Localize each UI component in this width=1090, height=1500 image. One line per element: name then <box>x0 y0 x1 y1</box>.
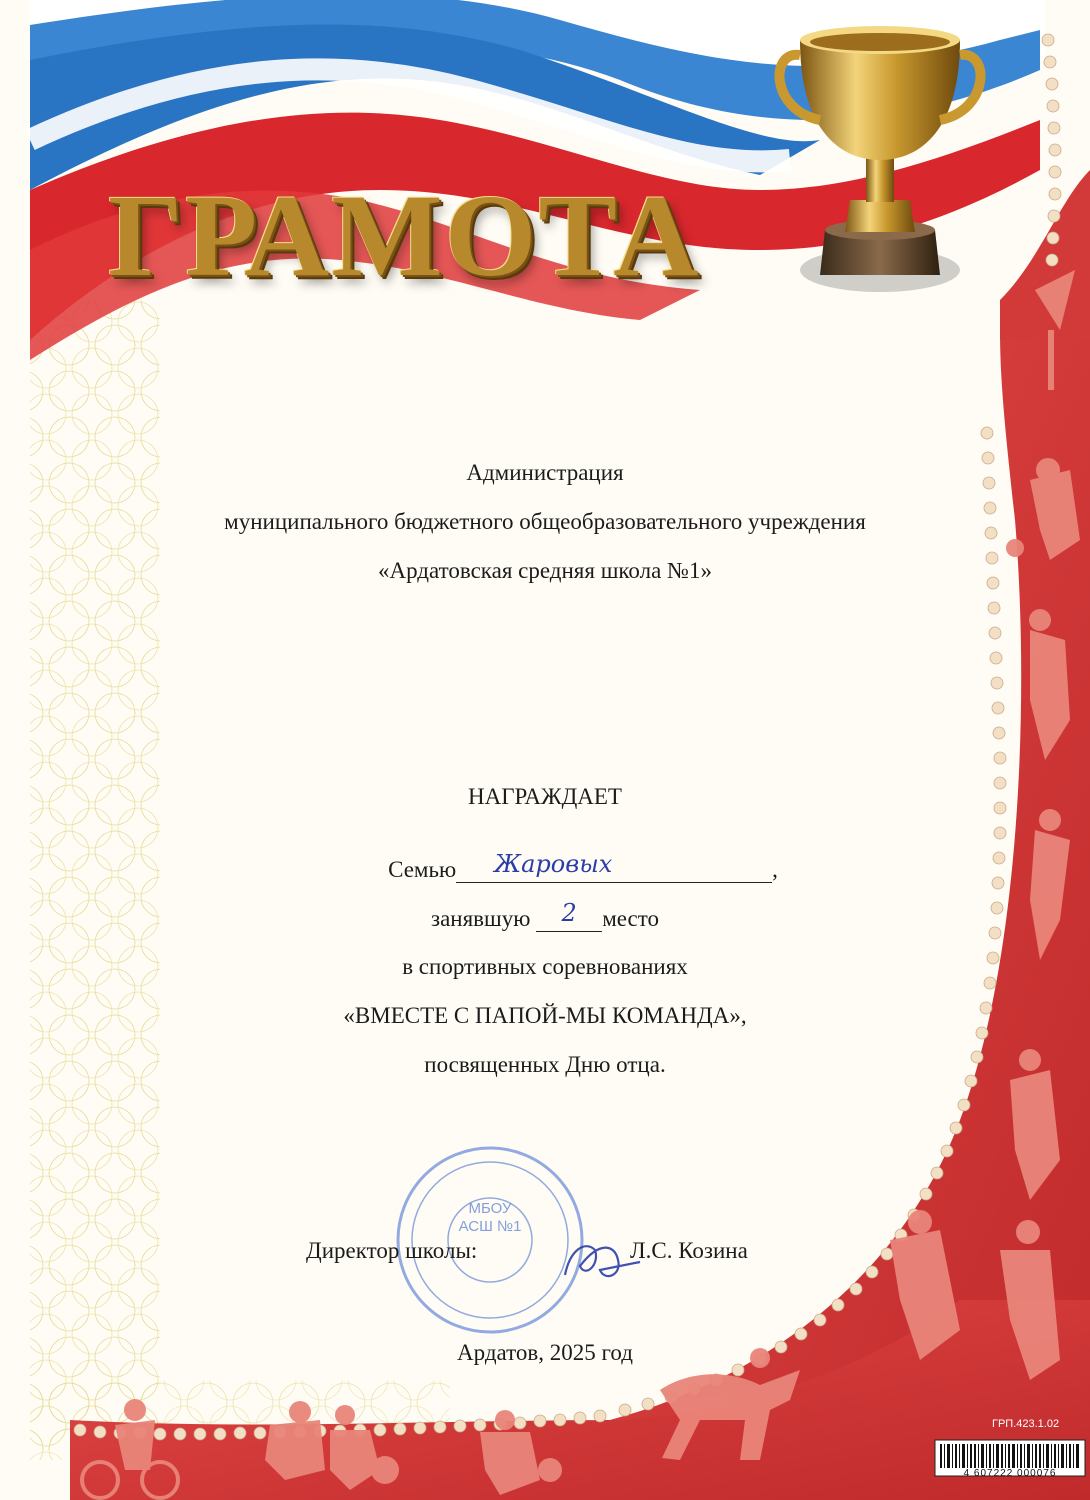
place-suffix: место <box>602 906 659 931</box>
barcode-number: 4 607222 000076 <box>963 1468 1057 1479</box>
competitions-line: в спортивных соревнованиях <box>402 954 688 979</box>
product-code: ГРП.423.1.02 <box>992 1418 1060 1430</box>
recipient-suffix: , <box>772 857 778 882</box>
recipient-prefix: Семью <box>388 857 457 882</box>
recipient-name: Жаровых <box>494 850 613 878</box>
issuer-line-2: муниципального бюджетного общеобразовательного учреждения <box>224 509 866 534</box>
event-name: «ВМЕСТЕ С ПАПОЙ-МЫ КОМАНДА», <box>343 1003 747 1028</box>
awards-label: НАГРАЖДАЕТ <box>468 784 622 809</box>
stamp-center-bottom: АСШ №1 <box>458 1218 522 1235</box>
stamp-center-top: МБОУ <box>468 1200 512 1217</box>
place-line <box>0 899 1090 932</box>
place-blank <box>536 899 602 932</box>
recipient-blank <box>456 850 772 883</box>
issuer-line-1: Администрация <box>466 460 624 485</box>
issuer-line-3: «Ардатовская средняя школа №1» <box>378 558 712 583</box>
place-prefix: занявшую <box>431 906 531 931</box>
director-name: Л.С. Козина <box>630 1238 748 1263</box>
dedication-line: посвященных Дню отца. <box>424 1052 666 1077</box>
place-and-year: Ардатов, 2025 год <box>457 1340 633 1365</box>
recipient-line <box>38 850 1090 883</box>
certificate-title: ГРАМОТА <box>108 170 701 301</box>
director-label: Директор школы: <box>306 1238 478 1263</box>
place-value: 2 <box>561 899 577 927</box>
